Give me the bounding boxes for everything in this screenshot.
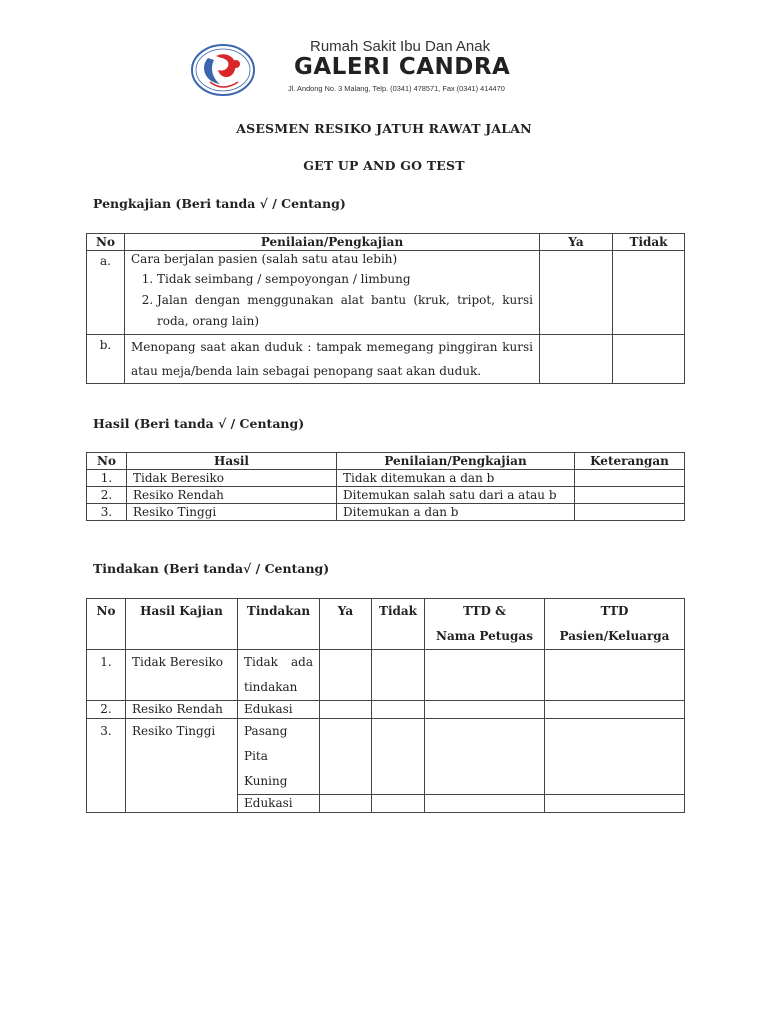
ttd-petugas-cell[interactable] bbox=[425, 719, 545, 795]
letterhead bbox=[190, 30, 590, 100]
assessment-list bbox=[131, 269, 533, 332]
hasil-cell: Tidak Beresiko bbox=[127, 470, 337, 487]
column-header: Tidak bbox=[372, 599, 425, 650]
ttd-pasien-cell[interactable] bbox=[545, 701, 685, 719]
tindakan-line: tindakan bbox=[244, 680, 298, 694]
ya-checkbox-cell[interactable] bbox=[540, 251, 613, 335]
header-line: TTD & bbox=[463, 604, 506, 618]
column-header: Tindakan bbox=[238, 599, 320, 650]
ya-checkbox-cell[interactable] bbox=[320, 701, 372, 719]
table-row bbox=[87, 650, 685, 701]
tindakan-line: Pita bbox=[244, 749, 268, 763]
hasil-cell: Resiko Rendah bbox=[127, 487, 337, 504]
tidak-checkbox-cell[interactable] bbox=[613, 251, 685, 335]
keterangan-cell[interactable] bbox=[575, 504, 685, 521]
column-header-ttd-pasien bbox=[545, 599, 685, 650]
tindakan-line: Tidak ada bbox=[244, 655, 313, 669]
row-number: 2. bbox=[87, 701, 126, 719]
column-header: Hasil Kajian bbox=[126, 599, 238, 650]
column-header: Penilaian/Pengkajian bbox=[337, 453, 575, 470]
tidak-checkbox-cell[interactable] bbox=[372, 701, 425, 719]
hospital-logo bbox=[190, 42, 256, 98]
list-item: 1. Tidak seimbang / sempoyongan / limbung bbox=[157, 269, 533, 290]
header-line: Nama Petugas bbox=[436, 629, 533, 643]
column-header: No bbox=[87, 234, 125, 251]
table-header-row bbox=[87, 599, 685, 650]
hospital-address: Jl. Andong No. 3 Malang, Telp. (0341) 478571, Fax (0341) 414470 bbox=[288, 84, 505, 93]
row-number: a. bbox=[87, 251, 125, 335]
row-number: 3. bbox=[87, 719, 126, 813]
hasil-table bbox=[86, 452, 685, 521]
column-header: No bbox=[87, 599, 126, 650]
hasil-cell: Resiko Tinggi bbox=[126, 719, 238, 813]
column-header: Penilaian/Pengkajian bbox=[125, 234, 540, 251]
row-number: 1. bbox=[87, 470, 127, 487]
penilaian-cell: Ditemukan a dan b bbox=[337, 504, 575, 521]
ttd-petugas-cell[interactable] bbox=[425, 701, 545, 719]
keterangan-cell[interactable] bbox=[575, 487, 685, 504]
table-row bbox=[87, 487, 685, 504]
penilaian-cell: Ditemukan salah satu dari a atau b bbox=[337, 487, 575, 504]
tindakan-cell bbox=[238, 719, 320, 795]
section-heading-tindakan: Tindakan (Beri tanda√ / Centang) bbox=[93, 561, 330, 576]
document-subtitle: GET UP AND GO TEST bbox=[303, 158, 465, 173]
section-heading-hasil: Hasil (Beri tanda √ / Centang) bbox=[93, 416, 305, 431]
tidak-checkbox-cell[interactable] bbox=[372, 650, 425, 701]
document-title: ASESMEN RESIKO JATUH RAWAT JALAN bbox=[236, 121, 532, 136]
row-number: 2. bbox=[87, 487, 127, 504]
ttd-pasien-cell[interactable] bbox=[545, 795, 685, 813]
tindakan-table bbox=[86, 598, 685, 813]
tindakan-cell bbox=[238, 650, 320, 701]
ttd-pasien-cell[interactable] bbox=[545, 650, 685, 701]
ttd-petugas-cell[interactable] bbox=[425, 795, 545, 813]
tindakan-cell: Edukasi bbox=[238, 701, 320, 719]
header-line: Pasien/Keluarga bbox=[559, 629, 670, 643]
hospital-name: GALERI CANDRA bbox=[294, 54, 511, 80]
table-row bbox=[87, 335, 685, 384]
list-item: 2. Jalan dengan menggunakan alat bantu (kruk, tripot, kursi roda, orang lain) bbox=[157, 290, 533, 332]
table-row bbox=[87, 701, 685, 719]
tindakan-line: Kuning bbox=[244, 774, 288, 788]
keterangan-cell[interactable] bbox=[575, 470, 685, 487]
section-heading-pengkajian: Pengkajian (Beri tanda √ / Centang) bbox=[93, 196, 346, 211]
row-number: 1. bbox=[87, 650, 126, 701]
row-number: 3. bbox=[87, 504, 127, 521]
hasil-cell: Tidak Beresiko bbox=[126, 650, 238, 701]
table-header-row bbox=[87, 453, 685, 470]
ya-checkbox-cell[interactable] bbox=[320, 719, 372, 795]
table-header-row bbox=[87, 234, 685, 251]
assessment-text: Cara berjalan pasien (salah satu atau lebih) bbox=[131, 252, 398, 266]
tidak-checkbox-cell[interactable] bbox=[372, 795, 425, 813]
column-header: Hasil bbox=[127, 453, 337, 470]
ya-checkbox-cell[interactable] bbox=[320, 650, 372, 701]
tindakan-line: Pasang bbox=[244, 724, 288, 738]
ya-checkbox-cell[interactable] bbox=[540, 335, 613, 384]
assessment-cell bbox=[125, 251, 540, 335]
column-header-ttd-petugas bbox=[425, 599, 545, 650]
row-number: b. bbox=[87, 335, 125, 384]
tidak-checkbox-cell[interactable] bbox=[372, 719, 425, 795]
hasil-cell: Resiko Tinggi bbox=[127, 504, 337, 521]
table-row bbox=[87, 251, 685, 335]
column-header: Ya bbox=[540, 234, 613, 251]
ttd-petugas-cell[interactable] bbox=[425, 650, 545, 701]
hospital-subtitle: Rumah Sakit Ibu Dan Anak bbox=[310, 38, 491, 55]
header-line: TTD bbox=[600, 604, 629, 618]
hasil-cell: Resiko Rendah bbox=[126, 701, 238, 719]
column-header: No bbox=[87, 453, 127, 470]
table-row bbox=[87, 504, 685, 521]
tidak-checkbox-cell[interactable] bbox=[613, 335, 685, 384]
tindakan-cell: Edukasi bbox=[238, 795, 320, 813]
column-header: Tidak bbox=[613, 234, 685, 251]
ttd-pasien-cell[interactable] bbox=[545, 719, 685, 795]
pengkajian-table bbox=[86, 233, 685, 384]
penilaian-cell: Tidak ditemukan a dan b bbox=[337, 470, 575, 487]
table-row bbox=[87, 470, 685, 487]
column-header: Keterangan bbox=[575, 453, 685, 470]
table-row bbox=[87, 719, 685, 795]
ya-checkbox-cell[interactable] bbox=[320, 795, 372, 813]
assessment-text: Menopang saat akan duduk : tampak memegang pinggiran kursi atau meja/benda lain sebagai penopang saat akan duduk. bbox=[125, 335, 540, 384]
column-header: Ya bbox=[320, 599, 372, 650]
